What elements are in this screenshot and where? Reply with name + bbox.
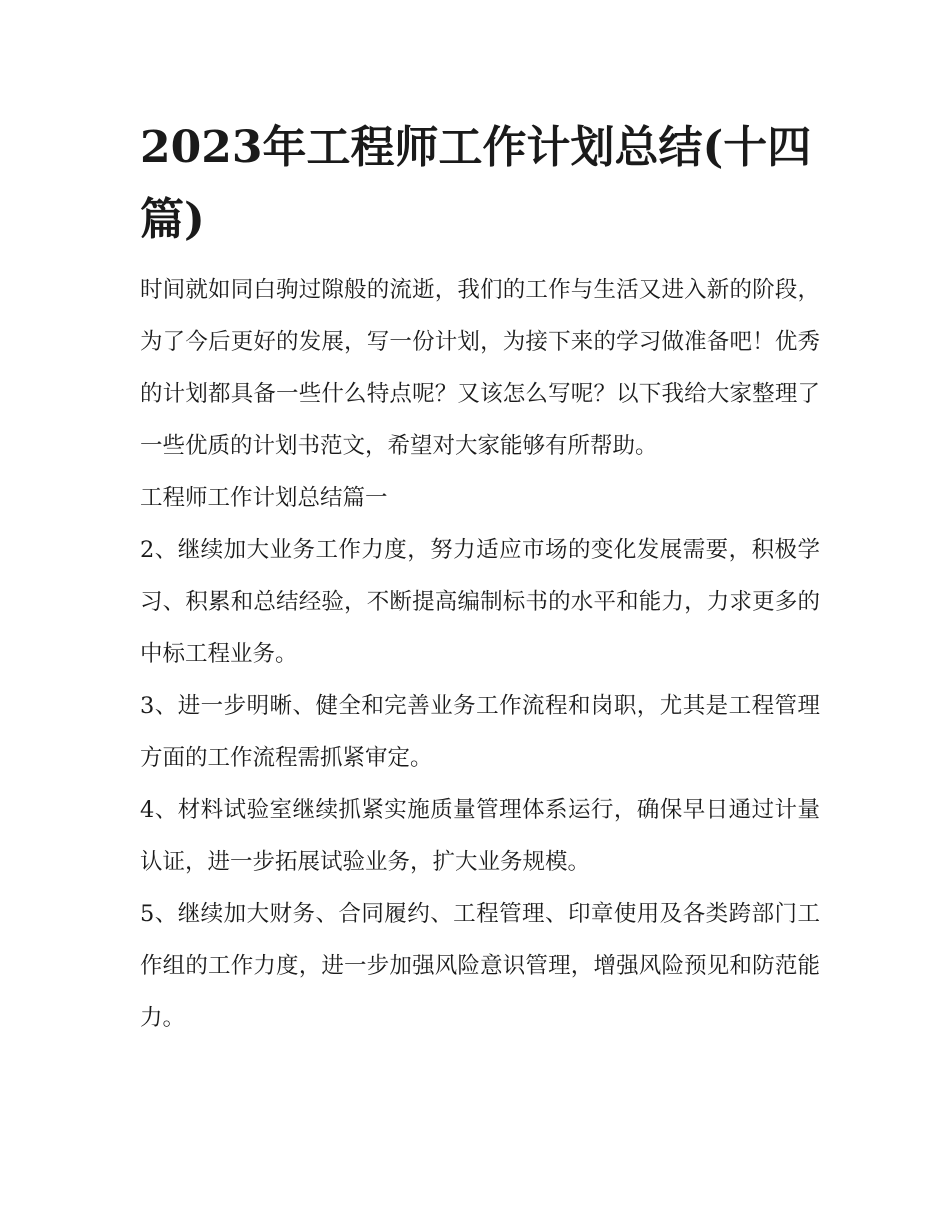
document-body xyxy=(140,112,820,1044)
section-heading: 工程师工作计划总结篇一 xyxy=(140,485,388,511)
list-item-5: 5、继续加大财务、合同履约、工程管理、印章使用及各类跨部门工作组的工作力度，进一步加强风险意识管理，增强风险预见和防范能力。 xyxy=(140,901,820,1031)
list-item-2: 2、继续加大业务工作力度，努力适应市场的变化发展需要，积极学习、积累和总结经验，不断提高编制标书的水平和能力，力求更多的中标工程业务。 xyxy=(140,537,820,667)
list-item-3: 3、进一步明晰、健全和完善业务工作流程和岗职，尤其是工程管理方面的工作流程需抓紧审定。 xyxy=(140,693,820,771)
document-title: 2023年工程师工作计划总结(十四篇) xyxy=(140,122,812,245)
list-item-4: 4、材料试验室继续抓紧实施质量管理体系运行，确保早日通过计量认证，进一步拓展试验业务，扩大业务规模。 xyxy=(140,797,820,875)
intro-paragraph: 时间就如同白驹过隙般的流逝，我们的工作与生活又进入新的阶段，为了今后更好的发展，写一份计划，为接下来的学习做准备吧！优秀的计划都具备一些什么特点呢？又该怎么写呢？以下我给大家整理了一些优质的计划书范文，希望对大家能够有所帮助。 xyxy=(140,277,820,459)
